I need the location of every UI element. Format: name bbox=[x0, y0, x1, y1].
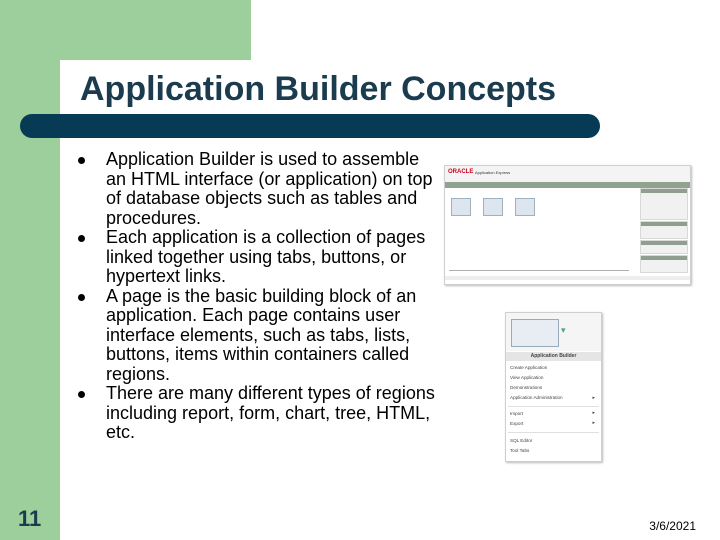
side-region bbox=[640, 255, 688, 273]
slide-date: 3/6/2021 bbox=[649, 519, 696, 533]
bullet-item: A page is the basic building block of an application. Each page contains user interface elements, such as tabs, lists, buttons, items within containers called regions. bbox=[78, 287, 438, 385]
bullet-list bbox=[78, 150, 438, 443]
menu-item[interactable]: Export bbox=[510, 421, 524, 426]
slide-number: 11 bbox=[18, 506, 42, 531]
bullet-dot-icon bbox=[78, 294, 85, 301]
title-underline-bar bbox=[20, 114, 600, 138]
bullet-dot-icon bbox=[78, 391, 85, 398]
submenu-arrow-icon: ▸ bbox=[592, 410, 595, 416]
slide-title: Application Builder Concepts bbox=[80, 70, 557, 108]
sql-workshop-icon bbox=[483, 198, 503, 216]
bullet-item: There are many different types of regions including report, form, chart, tree, HTML, etc. bbox=[78, 384, 438, 443]
menu-item[interactable]: Import bbox=[510, 411, 524, 416]
menu-header: Application Builder bbox=[506, 352, 601, 361]
application-express-screenshot bbox=[444, 165, 691, 285]
side-region bbox=[640, 240, 688, 254]
side-region bbox=[640, 221, 688, 239]
bullet-item: Each application is a collection of pages linked together using tabs, buttons, or hypertext links. bbox=[78, 228, 438, 287]
bullet-dot-icon bbox=[78, 235, 85, 242]
menu-separator bbox=[508, 432, 599, 433]
divider bbox=[449, 270, 629, 271]
submenu-arrow-icon: ▸ bbox=[592, 395, 595, 401]
menu-item[interactable]: Application Administration bbox=[510, 395, 563, 400]
menu-item[interactable]: Create Application bbox=[510, 365, 548, 370]
bullet-item: Application Builder is used to assemble an HTML interface (or application) on top of database objects such as tables and procedures. bbox=[78, 150, 438, 228]
side-region bbox=[640, 188, 688, 220]
screenshot-footer bbox=[445, 276, 690, 280]
utilities-icon bbox=[515, 198, 535, 216]
bullet-dot-icon bbox=[78, 157, 85, 164]
menu-item[interactable]: SQL Editor bbox=[510, 438, 533, 443]
menu-item[interactable]: Tool Tabs bbox=[510, 448, 530, 453]
application-builder-menu-screenshot bbox=[505, 312, 602, 462]
chevron-down-icon: ▾ bbox=[561, 325, 566, 335]
menu-item[interactable]: View Application bbox=[510, 375, 544, 380]
menu-separator bbox=[508, 406, 599, 407]
menu-item[interactable]: Demonstrations bbox=[510, 385, 543, 390]
green-left-band bbox=[0, 0, 60, 540]
oracle-logo: ORACLE bbox=[448, 169, 474, 175]
submenu-arrow-icon: ▸ bbox=[592, 420, 595, 426]
product-name: Application Express bbox=[475, 170, 511, 175]
app-builder-icon bbox=[451, 198, 471, 216]
application-builder-icon bbox=[511, 319, 559, 347]
